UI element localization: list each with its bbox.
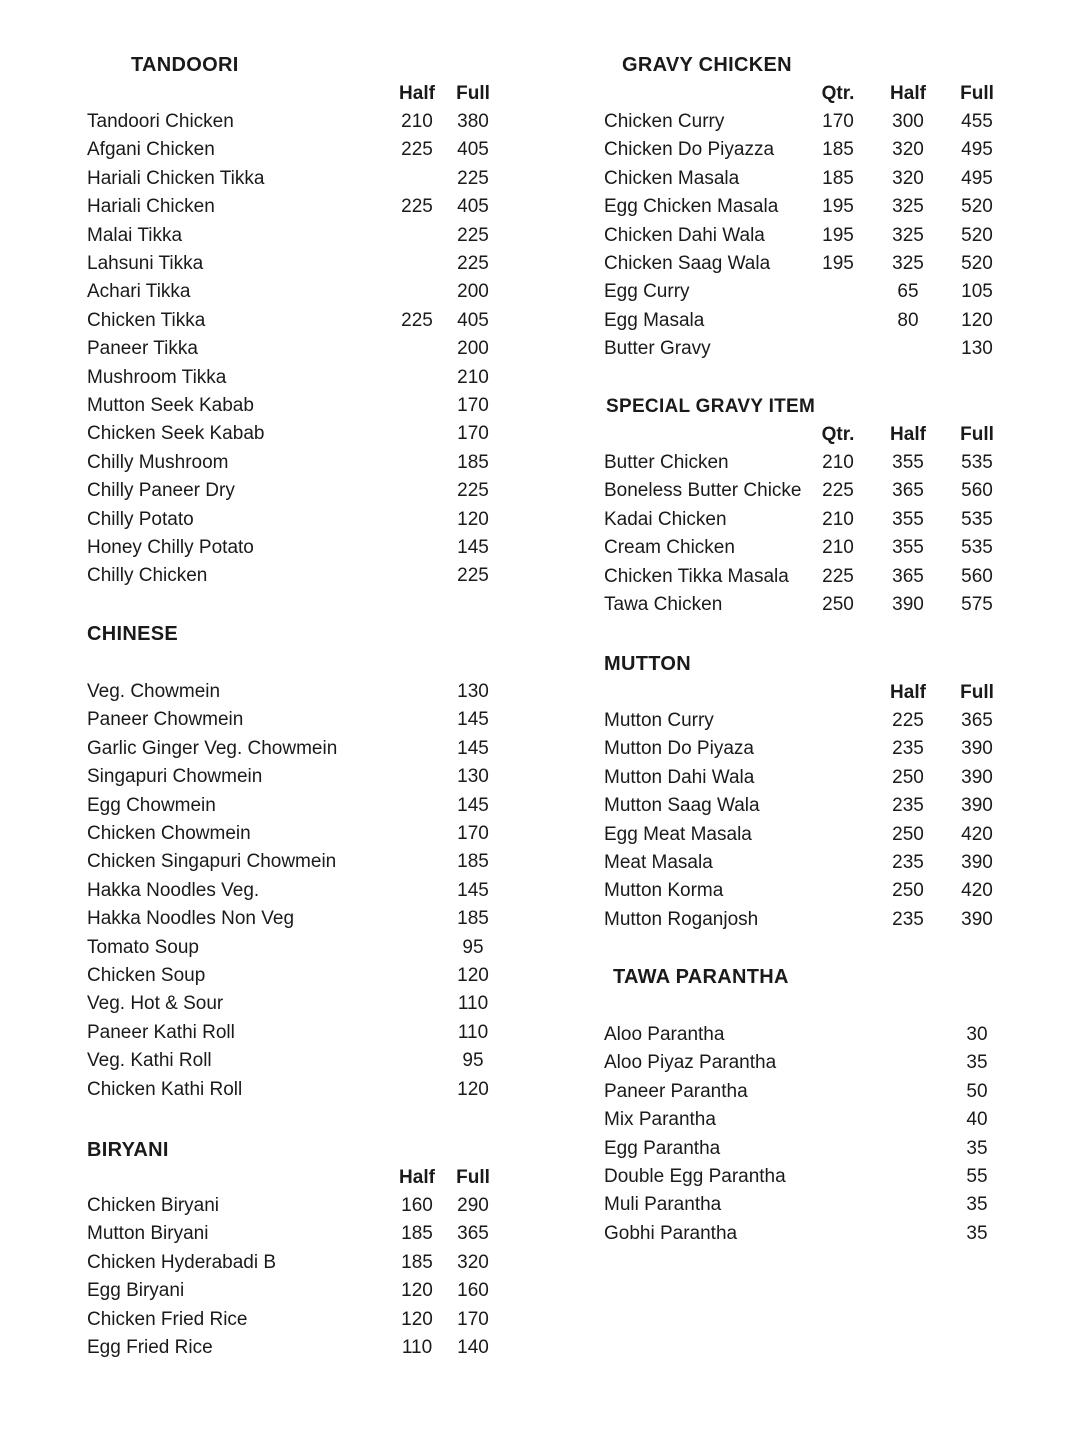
- menu-item-row: [604, 877, 1024, 905]
- item-price-price: 30: [966, 1024, 988, 1045]
- menu-item-row: [87, 392, 537, 420]
- menu-item-row: [87, 136, 537, 164]
- half-header: Half: [890, 83, 926, 104]
- item-price-price: 35: [966, 1137, 988, 1159]
- item-name: Chicken Hyderabadi B: [87, 1251, 277, 1273]
- item-price-full: 535: [961, 537, 993, 559]
- item-name: Tomato Soup: [87, 936, 199, 958]
- item-name: Mutton Saag Wala: [604, 795, 760, 817]
- item-price-half: 250: [892, 766, 924, 788]
- item-name: Chilly Paneer Dry: [87, 480, 235, 502]
- item-name: Egg Fried Rice: [87, 1337, 213, 1358]
- menu-item-row: [87, 763, 537, 791]
- item-name: Chicken Soup: [87, 965, 206, 986]
- item-name: Honey Chilly Potato: [87, 537, 254, 558]
- item-name: Kadai Chicken: [604, 508, 727, 530]
- item-price-price: 185: [457, 851, 489, 873]
- menu-item-row: [604, 335, 1024, 363]
- item-price-half: 225: [892, 710, 924, 731]
- menu-item-row: [604, 307, 1024, 335]
- half-header: Half: [890, 682, 926, 703]
- item-price-half: 320: [892, 139, 924, 161]
- item-name: Chicken Kathi Roll: [87, 1078, 243, 1100]
- item-price-half: 65: [897, 281, 919, 303]
- item-price-full: 455: [961, 111, 993, 132]
- item-name: Chicken Chowmein: [87, 823, 251, 844]
- item-price-full: 365: [961, 710, 993, 731]
- menu-item-row: [87, 364, 537, 392]
- item-price-full: 200: [457, 281, 489, 303]
- item-price-full: 170: [457, 395, 489, 416]
- item-price-price: 95: [462, 1050, 484, 1072]
- menu-item-row: [87, 477, 537, 505]
- menu-item-row: [604, 591, 1024, 619]
- menu-item-row: [87, 1306, 537, 1334]
- item-name: Meat Masala: [604, 852, 713, 873]
- menu-item-row: [604, 278, 1024, 306]
- item-name: Muli Parantha: [604, 1194, 722, 1216]
- item-price-price: 130: [457, 681, 489, 702]
- item-name: Gobhi Parantha: [604, 1222, 738, 1244]
- item-price-qtr: 210: [822, 452, 854, 473]
- special-gravy-title: SPECIAL GRAVY ITEM: [606, 396, 816, 417]
- item-price-price: 35: [966, 1222, 988, 1244]
- item-price-full: 160: [457, 1280, 489, 1302]
- half-header: Half: [399, 1167, 435, 1188]
- item-name: Veg. Kathi Roll: [87, 1050, 212, 1072]
- menu-item-row: [87, 1220, 537, 1248]
- menu-item-row: [604, 1191, 1024, 1219]
- item-price-price: 170: [457, 823, 489, 844]
- item-name: Egg Masala: [604, 309, 705, 331]
- menu-item-row: [604, 1078, 1024, 1106]
- item-price-full: 380: [457, 111, 489, 132]
- item-name: Paneer Chowmein: [87, 709, 244, 731]
- item-price-full: 225: [457, 565, 489, 587]
- item-name: Butter Chicken: [604, 452, 729, 473]
- item-price-full: 225: [457, 253, 489, 274]
- item-name: Chilly Potato: [87, 508, 194, 530]
- item-name: Mutton Do Piyaza: [604, 738, 754, 760]
- item-price-full: 420: [961, 880, 993, 902]
- item-price-full: 225: [457, 480, 489, 502]
- item-price-full: 120: [961, 309, 993, 331]
- item-price-price: 130: [457, 766, 489, 788]
- menu-item-row: [87, 1192, 537, 1220]
- menu-item-row: [87, 848, 537, 876]
- item-name: Chicken Fried Rice: [87, 1308, 248, 1330]
- full-header: Full: [960, 682, 994, 703]
- menu-item-row: [87, 1334, 537, 1362]
- item-name: Achari Tikka: [87, 281, 191, 303]
- item-price-half: 355: [892, 452, 924, 473]
- item-price-full: 390: [961, 795, 993, 817]
- item-price-price: 50: [966, 1080, 988, 1102]
- item-name: Mushroom Tikka: [87, 366, 227, 388]
- item-price-half: 325: [892, 196, 924, 218]
- item-price-full: 390: [961, 766, 993, 788]
- item-price-full: 170: [457, 423, 489, 445]
- item-name: Chilly Chicken: [87, 565, 208, 587]
- item-name: Paneer Parantha: [604, 1080, 748, 1102]
- mutton-header-row: [0, 679, 1080, 707]
- item-name: Mutton Biryani: [87, 1223, 209, 1245]
- menu-item-row: [87, 222, 537, 250]
- menu-item-row: [604, 906, 1024, 934]
- menu-item-row: [87, 877, 537, 905]
- menu-item-row: [604, 136, 1024, 164]
- menu-item-row: [87, 934, 537, 962]
- item-price-full: 130: [961, 338, 993, 360]
- item-name: Afgani Chicken: [87, 139, 215, 161]
- item-price-full: 520: [961, 253, 993, 274]
- item-price-half: 355: [892, 537, 924, 559]
- menu-item-row: [87, 534, 537, 562]
- menu-item-row: [604, 1220, 1024, 1248]
- item-name: Egg Parantha: [604, 1137, 721, 1159]
- menu-item-row: [87, 449, 537, 477]
- item-name: Boneless Butter Chicke: [604, 480, 802, 502]
- item-name: Aloo Parantha: [604, 1024, 725, 1045]
- item-name: Double Egg Parantha: [604, 1166, 786, 1187]
- item-name: Chicken Biryani: [87, 1195, 219, 1216]
- item-price-price: 35: [966, 1052, 988, 1074]
- item-name: Chicken Curry: [604, 111, 725, 132]
- item-name: Chicken Saag Wala: [604, 253, 771, 274]
- item-name: Chicken Masala: [604, 167, 740, 189]
- item-name: Butter Gravy: [604, 338, 711, 360]
- item-price-price: 145: [457, 709, 489, 731]
- item-price-price: 145: [457, 794, 489, 816]
- item-price-full: 200: [457, 338, 489, 360]
- menu-item-row: [604, 506, 1024, 534]
- item-price-full: 290: [457, 1195, 489, 1216]
- item-price-price: 110: [457, 1021, 489, 1043]
- item-name: Cream Chicken: [604, 537, 735, 559]
- item-price-full: 390: [961, 908, 993, 930]
- item-name: Aloo Piyaz Parantha: [604, 1052, 777, 1074]
- item-price-full: 405: [457, 309, 489, 331]
- menu-item-row: [604, 849, 1024, 877]
- item-price-half: 235: [892, 908, 924, 930]
- item-name: Egg Meat Masala: [604, 823, 752, 845]
- item-price-price: 55: [966, 1166, 988, 1187]
- item-price-qtr: 250: [822, 594, 854, 615]
- item-price-full: 145: [457, 537, 489, 558]
- menu-item-row: [604, 1135, 1024, 1163]
- item-price-half: 120: [401, 1308, 433, 1330]
- item-price-price: 110: [457, 993, 489, 1015]
- item-price-full: 535: [961, 452, 993, 473]
- menu-item-row: [604, 193, 1024, 221]
- item-price-half: 325: [892, 253, 924, 274]
- gravy-chicken-header-row: [0, 80, 1080, 108]
- item-name: Chicken Tikka Masala: [604, 565, 789, 587]
- item-name: Egg Chowmein: [87, 794, 216, 816]
- item-name: Egg Chicken Masala: [604, 196, 779, 218]
- item-name: Chicken Seek Kabab: [87, 423, 265, 445]
- item-price-half: 110: [401, 1337, 433, 1358]
- menu-item-row: [87, 820, 537, 848]
- item-price-full: 560: [961, 480, 993, 502]
- menu-item-row: [604, 108, 1024, 136]
- item-price-full: 105: [961, 281, 993, 303]
- item-price-price: 185: [457, 908, 489, 930]
- menu-item-row: [87, 562, 537, 590]
- menu-item-row: [604, 735, 1024, 763]
- item-price-full: 535: [961, 508, 993, 530]
- menu-item-row: [87, 1249, 537, 1277]
- tawa-parantha-title: TAWA PARANTHA: [613, 966, 789, 988]
- item-price-full: 225: [457, 167, 489, 189]
- biryani-header-row: [0, 1164, 540, 1192]
- mutton-title: MUTTON: [604, 653, 691, 675]
- item-price-qtr: 225: [822, 480, 854, 502]
- item-name: Egg Curry: [604, 281, 690, 303]
- menu-item-row: [87, 278, 537, 306]
- item-price-full: 365: [457, 1223, 489, 1245]
- menu-item-row: [604, 222, 1024, 250]
- item-price-qtr: 185: [822, 167, 854, 189]
- item-price-half: 325: [892, 224, 924, 246]
- menu-item-row: [87, 706, 537, 734]
- item-price-price: 145: [457, 879, 489, 901]
- item-name: Veg. Chowmein: [87, 681, 221, 702]
- item-price-half: 355: [892, 508, 924, 530]
- item-price-half: 225: [401, 139, 433, 161]
- full-header: Full: [960, 83, 994, 104]
- menu-item-row: [604, 534, 1024, 562]
- item-price-qtr: 195: [822, 196, 854, 218]
- item-price-full: 560: [961, 565, 993, 587]
- item-name: Malai Tikka: [87, 224, 183, 246]
- item-price-half: 320: [892, 167, 924, 189]
- item-price-half: 235: [892, 852, 924, 873]
- item-price-full: 405: [457, 139, 489, 161]
- item-name: Mutton Korma: [604, 880, 724, 902]
- item-price-full: 495: [961, 167, 993, 189]
- menu-item-row: [604, 165, 1024, 193]
- menu-item-row: [604, 477, 1024, 505]
- menu-item-row: [87, 962, 537, 990]
- item-name: Paneer Tikka: [87, 338, 198, 360]
- menu-item-row: [87, 506, 537, 534]
- menu-item-row: [604, 1106, 1024, 1134]
- item-price-full: 185: [457, 451, 489, 473]
- menu-item-row: [87, 307, 537, 335]
- item-name: Hakka Noodles Non Veg: [87, 908, 295, 930]
- menu-item-row: [604, 792, 1024, 820]
- tandoori-title: TANDOORI: [131, 54, 239, 76]
- item-price-price: 120: [457, 965, 489, 986]
- half-header: Half: [399, 83, 435, 104]
- biryani-title: BIRYANI: [87, 1139, 169, 1161]
- item-name: Mix Parantha: [604, 1109, 716, 1131]
- item-price-price: 120: [457, 1078, 489, 1100]
- menu-item-row: [87, 335, 537, 363]
- menu-item-row: [87, 1047, 537, 1075]
- menu-item-row: [87, 1076, 537, 1104]
- item-price-qtr: 210: [822, 508, 854, 530]
- item-price-half: 160: [401, 1195, 433, 1216]
- item-name: Tawa Chicken: [604, 594, 723, 615]
- item-price-half: 390: [892, 594, 924, 615]
- item-price-qtr: 185: [822, 139, 854, 161]
- item-price-full: 520: [961, 224, 993, 246]
- item-name: Singapuri Chowmein: [87, 766, 263, 788]
- chinese-title: CHINESE: [87, 623, 179, 645]
- item-name: Chicken Do Piyazza: [604, 139, 775, 161]
- item-price-full: 170: [457, 1308, 489, 1330]
- menu-item-row: [604, 707, 1024, 735]
- item-price-full: 140: [457, 1337, 489, 1358]
- qtr-header: Qtr.: [821, 424, 855, 445]
- menu-item-row: [604, 764, 1024, 792]
- menu-item-row: [87, 735, 537, 763]
- item-price-qtr: 195: [822, 224, 854, 246]
- item-price-half: 120: [401, 1280, 433, 1302]
- full-header: Full: [456, 1167, 490, 1188]
- qtr-header: Qtr.: [821, 83, 855, 104]
- item-price-full: 210: [457, 366, 489, 388]
- item-name: Garlic Ginger Veg. Chowmein: [87, 737, 338, 759]
- item-name: Hariali Chicken Tikka: [87, 167, 265, 189]
- menu-item-row: [604, 1021, 1024, 1049]
- half-header: Half: [890, 424, 926, 445]
- item-name: Lahsuni Tikka: [87, 253, 204, 274]
- menu-item-row: [604, 821, 1024, 849]
- item-name: Egg Biryani: [87, 1280, 185, 1302]
- menu-item-row: [87, 193, 537, 221]
- item-price-qtr: 170: [822, 111, 854, 132]
- menu-item-row: [604, 1163, 1024, 1191]
- item-price-full: 225: [457, 224, 489, 246]
- special-gravy-header-row: [0, 421, 1080, 449]
- item-price-half: 235: [892, 738, 924, 760]
- item-name: Paneer Kathi Roll: [87, 1021, 235, 1043]
- menu-item-row: [87, 1019, 537, 1047]
- item-price-half: 185: [401, 1251, 433, 1273]
- item-name: Hariali Chicken: [87, 196, 215, 218]
- item-price-full: 495: [961, 139, 993, 161]
- item-price-qtr: 225: [822, 565, 854, 587]
- item-name: Chilly Mushroom: [87, 451, 229, 473]
- item-price-half: 185: [401, 1223, 433, 1245]
- item-price-half: 300: [892, 111, 924, 132]
- item-price-half: 80: [897, 309, 919, 331]
- item-price-full: 390: [961, 852, 993, 873]
- item-name: Chicken Tikka: [87, 309, 206, 331]
- item-price-full: 520: [961, 196, 993, 218]
- item-name: Hakka Noodles Veg.: [87, 879, 260, 901]
- item-price-full: 420: [961, 823, 993, 845]
- item-price-half: 250: [892, 823, 924, 845]
- item-price-qtr: 210: [822, 537, 854, 559]
- item-name: Chicken Dahi Wala: [604, 224, 765, 246]
- menu-item-row: [87, 1277, 537, 1305]
- gravy-chicken-title: GRAVY CHICKEN: [622, 54, 792, 76]
- menu-item-row: [87, 250, 537, 278]
- menu-item-row: [604, 449, 1024, 477]
- item-name: Chicken Singapuri Chowmein: [87, 851, 337, 873]
- item-name: Mutton Roganjosh: [604, 908, 759, 930]
- item-price-price: 35: [966, 1194, 988, 1216]
- item-price-half: 365: [892, 480, 924, 502]
- item-price-price: 145: [457, 737, 489, 759]
- menu-item-row: [604, 1049, 1024, 1077]
- full-header: Full: [456, 83, 490, 104]
- item-price-full: 575: [961, 594, 993, 615]
- item-price-full: 405: [457, 196, 489, 218]
- menu-item-row: [604, 563, 1024, 591]
- item-price-price: 95: [462, 936, 484, 958]
- item-name: Mutton Seek Kabab: [87, 395, 254, 416]
- item-price-half: 365: [892, 565, 924, 587]
- item-price-price: 40: [966, 1109, 988, 1131]
- menu-item-row: [87, 990, 537, 1018]
- menu-item-row: [87, 792, 537, 820]
- item-price-full: 120: [457, 508, 489, 530]
- full-header: Full: [960, 424, 994, 445]
- item-name: Mutton Curry: [604, 710, 714, 731]
- item-name: Mutton Dahi Wala: [604, 766, 755, 788]
- item-price-full: 320: [457, 1251, 489, 1273]
- menu-item-row: [87, 165, 537, 193]
- item-price-half: 250: [892, 880, 924, 902]
- item-name: Veg. Hot & Sour: [87, 993, 224, 1015]
- menu-item-row: [604, 250, 1024, 278]
- menu-item-row: [87, 905, 537, 933]
- item-price-qtr: 195: [822, 253, 854, 274]
- item-price-half: 225: [401, 196, 433, 218]
- item-name: Tandoori Chicken: [87, 111, 234, 132]
- item-price-half: 225: [401, 309, 433, 331]
- menu-item-row: [87, 108, 537, 136]
- item-price-full: 390: [961, 738, 993, 760]
- item-price-half: 210: [401, 111, 433, 132]
- item-price-half: 235: [892, 795, 924, 817]
